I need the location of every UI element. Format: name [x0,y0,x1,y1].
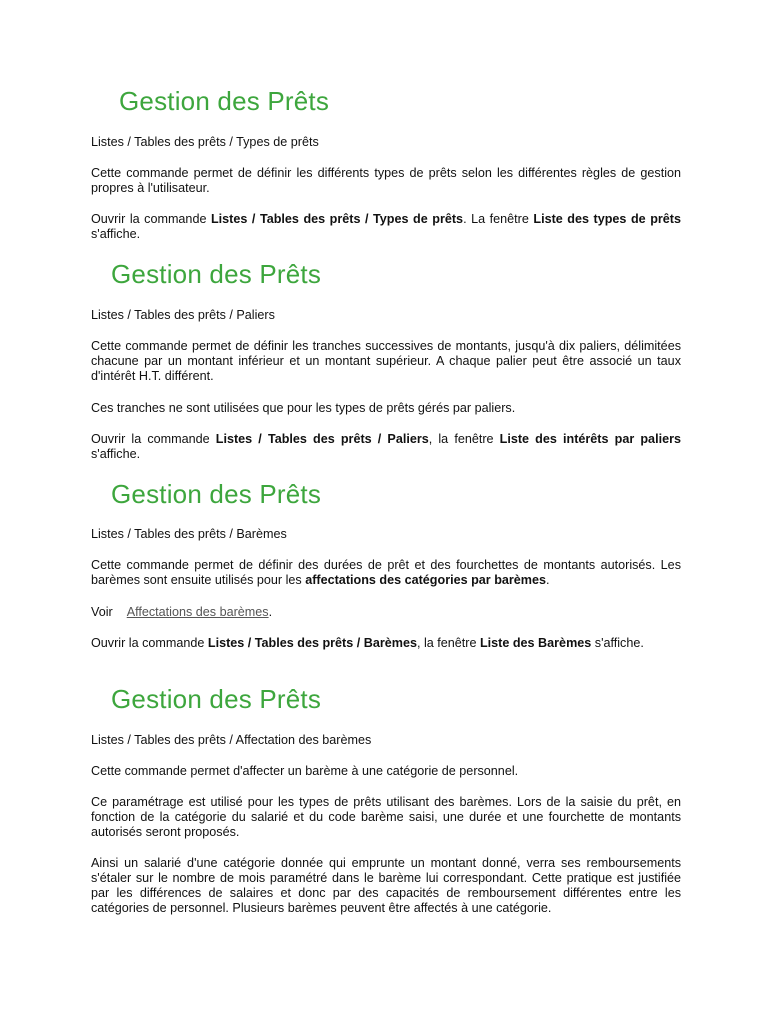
link-text-bold: affectations des catégories par barèmes [305,573,547,587]
menu-path: Listes / Tables des prêts / Barèmes [207,636,417,650]
paragraph: Ce paramétrage est utilisé pour les types de prêts utilisant des barèmes. Lors de la saisie du prêt, en fonction de la catégorie du salarié et du code barème saisi, une durée et une fourchette de montants autorisés seront proposés. [91,795,681,839]
breadcrumb: Listes / Tables des prêts / Paliers [91,308,275,322]
see-also: Voir Affectations des barèmes. [91,605,273,619]
paragraph: Cette commande permet d'affecter un barème à une catégorie de personnel. [91,764,519,778]
section-title: Gestion des Prêts [111,684,322,714]
window-name: Liste des types de prêts [533,212,681,226]
affectations-link[interactable]: Affectations des barèmes [126,605,269,619]
section-title: Gestion des Prêts [111,259,322,289]
section-title: Gestion des Prêts [111,479,322,509]
paragraph: Cette commande permet de définir des durées de prêt et des fourchettes de montants autorisés. Les barèmes sont ensuite utilisés pour les affectations des catégories par barèmes. [91,558,681,587]
paragraph: Cette commande permet de définir les tranches successives de montants, jusqu'à dix paliers, délimitées chacune par un montant inférieur et un montant supérieur. A chaque palier peut être associé un taux d'intérêt H.T. différent. [91,339,681,383]
breadcrumb: Listes / Tables des prêts / Barèmes [91,527,287,541]
menu-path: Listes / Tables des prêts / Types de prêts [210,212,464,226]
breadcrumb: Listes / Tables des prêts / Affectation des barèmes [91,733,372,747]
breadcrumb: Listes / Tables des prêts / Types de prêts [91,135,319,149]
paragraph: Ainsi un salarié d'une catégorie donnée qui emprunte un montant donné, verra ses remboursements s'étaler sur le nombre de mois paramétré dans le barème lui correspondant. Cette pratique est justifiée par les différences de salaires et donc par des capacités de remboursement différentes entre les catégories de personnel. Plusieurs barèmes peuvent être affectés à une catégorie. [91,856,681,915]
paragraph: Ces tranches ne sont utilisées que pour les types de prêts gérés par paliers. [91,401,516,415]
paragraph: Ouvrir la commande Listes / Tables des prêts / Barèmes, la fenêtre Liste des Barèmes s'affiche. [91,636,644,650]
section-title: Gestion des Prêts [119,86,330,116]
window-name: Liste des Barèmes [479,636,592,650]
paragraph: Ouvrir la commande Listes / Tables des prêts / Types de prêts. La fenêtre Liste des types de prêts s'affiche. [91,212,681,241]
paragraph: Ouvrir la commande Listes / Tables des prêts / Paliers, la fenêtre Liste des intérêts par paliers s'affiche. [91,432,681,461]
window-name: Liste des intérêts par paliers [499,432,681,446]
paragraph: Cette commande permet de définir les différents types de prêts selon les différentes règles de gestion propres à l'utilisateur. [91,166,681,195]
menu-path: Listes / Tables des prêts / Paliers [215,432,429,446]
